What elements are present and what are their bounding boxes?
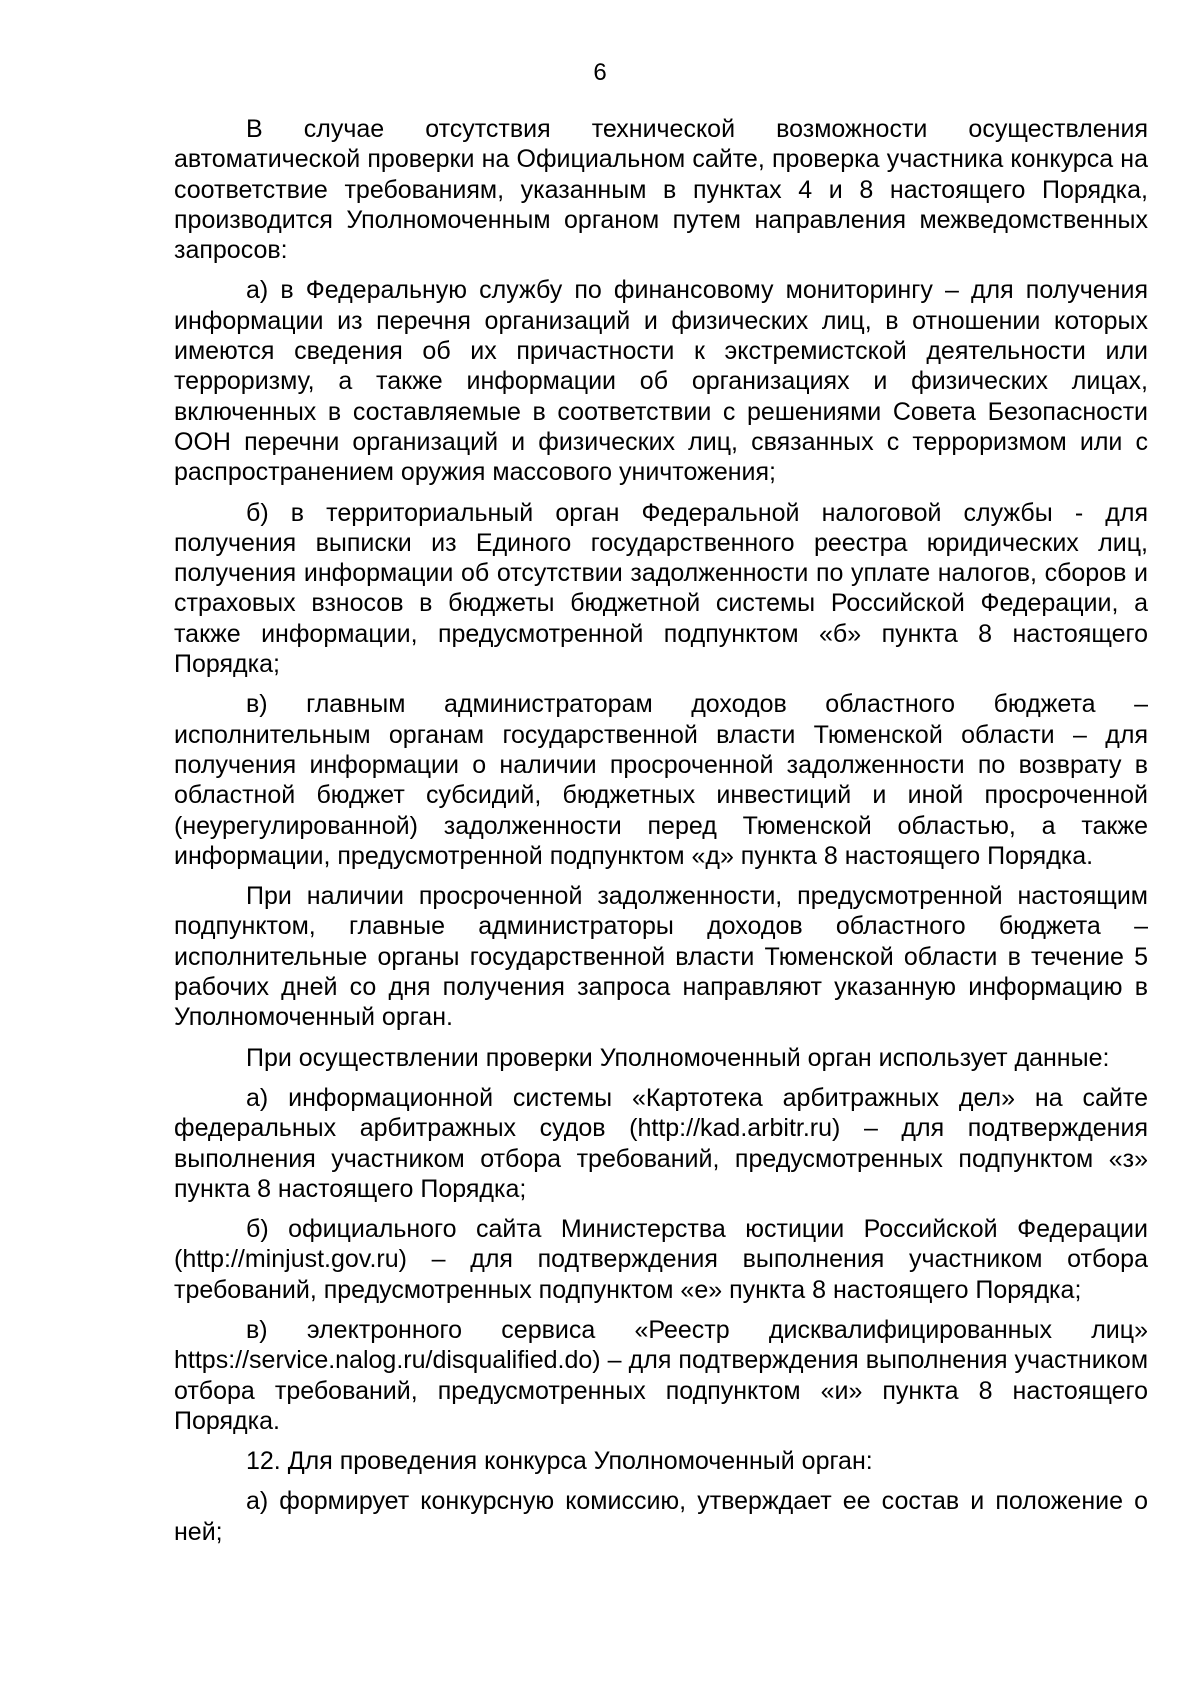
paragraph-revenue-administrators: в) главным администраторам доходов областного бюджета – исполнительным органам государственной власти Тюменской области – для получения информации о наличии просроченной задолженности по возврату в областной бюджет субсидий, бюджетных инвестиций и иной просроченной (неурегулированной) задолженности перед Тюменской областью, а также информации, предусмотренной подпунктом «д» пункта 8 настоящего Порядка.	[174, 690, 1148, 870]
paragraph-commission: а) формирует конкурсную комиссию, утверждает ее состав и положение о ней;	[174, 1487, 1148, 1546]
paragraph-financial-monitoring: а) в Федеральную службу по финансовому мониторингу – для получения информации из перечня организаций и физических лиц, в отношении которых имеются сведения об их причастности к экстремистской деятельности или терроризму, а также информации об организациях и физических лицах, включенных в составляемые в соответствии с решениями Совета Безопасности ООН перечни организаций и физических лиц, связанных с терроризмом или с распространением оружия массового уничтожения;	[174, 276, 1148, 487]
document-body	[174, 114, 1148, 1557]
paragraph-arbitration-cases: а) информационной системы «Картотека арбитражных дел» на сайте федеральных арбитражных судов (http://kad.arbitr.ru) – для подтверждения выполнения участником отбора требований, предусмотренных подпунктом «з» пункта 8 настоящего Порядка;	[174, 1083, 1148, 1203]
paragraph-ministry-of-justice: б) официального сайта Министерства юстиции Российской Федерации (http://minjust.gov.ru) – для подтверждения выполнения участником отбора требований, предусмотренных подпунктом «е» пункта 8 настоящего Порядка;	[174, 1215, 1148, 1304]
paragraph-tax-service: б) в территориальный орган Федеральной налоговой службы - для получения выписки из Единого государственного реестра юридических лиц, получения информации об отсутствии задолженности по уплате налогов, сборов и страховых взносов в бюджеты бюджетной системы Российской Федерации, а также информации, предусмотренной подпунктом «б» пункта 8 настоящего Порядка;	[174, 498, 1148, 679]
paragraph-check-data-sources: При осуществлении проверки Уполномоченный орган использует данные:	[246, 1043, 1110, 1072]
paragraph-overdue-debt: При наличии просроченной задолженности, предусмотренной настоящим подпунктом, главные администраторы доходов областного бюджета – исполнительные органы государственной власти Тюменской области в течение 5 рабочих дней со дня получения запроса направляют указанную информацию в Уполномоченный орган.	[174, 882, 1148, 1032]
paragraph-automatic-check-intro: В случае отсутствия технической возможности осуществления автоматической проверки на Официальном сайте, проверка участника конкурса на соответствие требованиям, указанным в пунктах 4 и 8 настоящего Порядка, производится Уполномоченным органом путем направления межведомственных запросов:	[174, 115, 1148, 265]
paragraph-section-12: 12. Для проведения конкурса Уполномоченный орган:	[246, 1447, 873, 1476]
page-number: 6	[593, 59, 607, 86]
paragraph-disqualified-register: в) электронного сервиса «Реестр дисквалифицированных лиц» https://service.nalog.ru/disqualified.do) – для подтверждения выполнения участником отбора требований, предусмотренных подпунктом «и» пункта 8 настоящего Порядка.	[174, 1315, 1148, 1435]
